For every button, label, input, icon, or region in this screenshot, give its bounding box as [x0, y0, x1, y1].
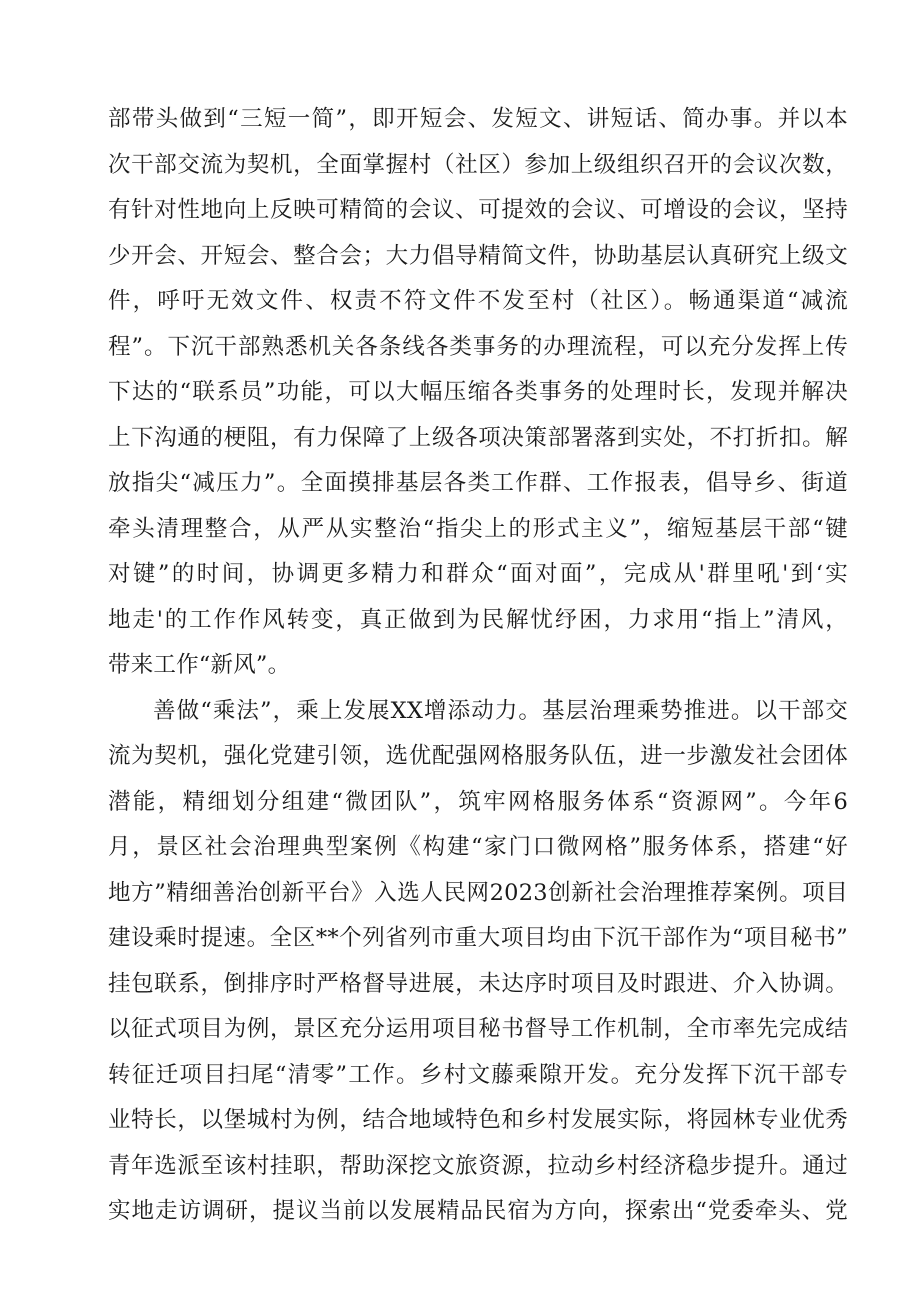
text-line: 上下沟通的梗阻，有力保障了上级各项决策部署落到实处，不打折扣。解	[108, 424, 848, 451]
text-line: 次干部交流为契机，全面掌握村（社区）参加上级组织召开的会议次数，	[108, 151, 848, 178]
document-body	[108, 97, 848, 1235]
paragraph	[108, 97, 848, 689]
text-line: 挂包联系，倒排序时严格督导进展，未达序时项目及时跟进、介入协调。	[108, 970, 848, 997]
text-line: 地走'的工作作风转变，真正做到为民解忧纾困，力求用“指上”清风，	[108, 606, 848, 633]
text-line: 对键”的时间，协调更多精力和群众“面对面”，完成从'群里吼'到‘实	[108, 561, 848, 587]
text-line: 牵头清理整合，从严从实整治“指尖上的形式主义”，缩短基层干部“键	[108, 515, 848, 542]
text-line: 业特长，以堡城村为例，结合地域特色和乡村发展实际，将园林专业优秀	[108, 1107, 848, 1133]
text-line: 转征迁项目扫尾“清零”工作。乡村文藤乘隙开发。充分发挥下沉干部专	[108, 1061, 848, 1088]
text-line: 有针对性地向上反映可精简的会议、可提效的会议、可增设的会议，坚持	[108, 197, 848, 223]
text-line: 放指尖“减压力”。全面摸排基层各类工作群、工作报表，倡导乡、街道	[108, 470, 848, 496]
text-line: 建设乘时提速。全区**个列省列市重大项目均由下沉干部作为“项目秘书”	[108, 925, 848, 951]
text-line: 以征式项目为例，景区充分运用项目秘书督导工作机制，全市率先完成结	[108, 1016, 848, 1042]
text-line: 实地走访调研，提议当前以发展精品民宿为方向，探索出“党委牵头、党	[108, 1198, 848, 1224]
text-line: 带来工作“新风”。	[108, 652, 291, 678]
text-line: 青年选派至该村挂职，帮助深挖文旅资源，拉动乡村经济稳步提升。通过	[108, 1152, 848, 1179]
text-line: 月，景区社会治理典型案例《构建“家门口微网格”服务体系，搭建“好	[108, 834, 848, 860]
text-line: 潜能，精细划分组建“微团队”，筑牢网格服务体系“资源网”。今年6	[108, 788, 848, 815]
text-line: 善做“乘法”，乘上发展XX增添动力。基层治理乘势推进。以干部交	[153, 697, 848, 724]
text-line: 部带头做到“三短一简”，即开短会、发短文、讲短话、简办事。并以本	[108, 106, 848, 132]
paragraph	[108, 689, 848, 1235]
text-line: 流为契机，强化党建引领，选优配强网格服务队伍，进一步激发社会团体	[108, 743, 848, 769]
text-line: 程”。下沉干部熟悉机关各条线各类事务的办理流程，可以充分发挥上传	[108, 333, 848, 360]
text-line: 下达的“联系员”功能，可以大幅压缩各类事务的处理时长，发现并解决	[108, 379, 848, 405]
text-line: 少开会、开短会、整合会；大力倡导精简文件，协助基层认真研究上级文	[108, 242, 848, 269]
text-line: 地方”精细善治创新平台》入选人民网2023创新社会治理推荐案例。项目	[108, 879, 848, 906]
paragraphs	[108, 97, 848, 1235]
text-line: 件，呼吁无效文件、权责不符文件不发至村（社区）。畅通渠道“减流	[108, 288, 848, 314]
